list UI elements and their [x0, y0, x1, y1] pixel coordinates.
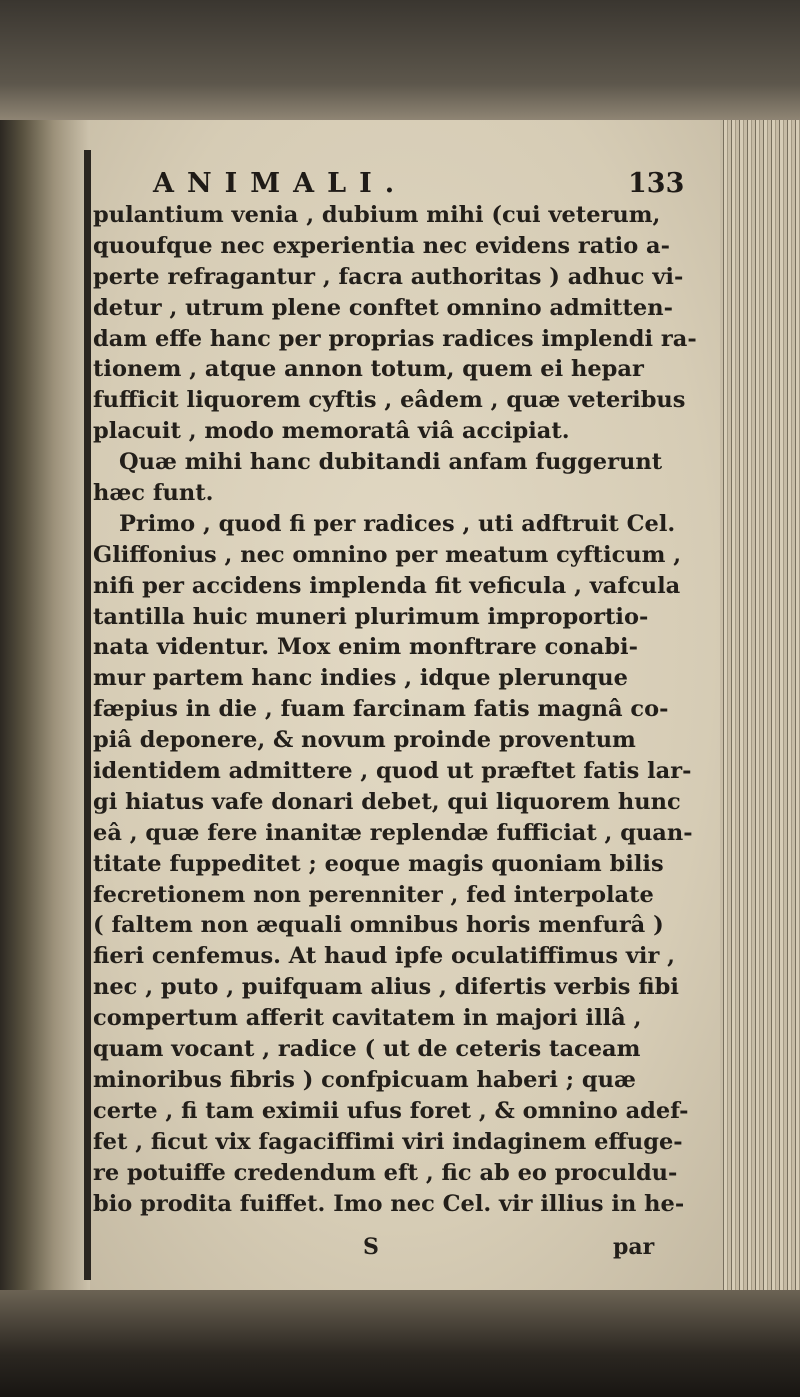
signature-mark: S	[363, 1234, 379, 1260]
top-page-margin	[0, 0, 800, 120]
running-title: ANIMALI.	[153, 168, 408, 199]
text-line: titate fuppeditet ; eoque magis quoniam bilis	[93, 850, 664, 877]
text-line: mur partem hanc indies , idque plerunque	[93, 665, 628, 692]
text-line: compertum afferit cavitatem in majori illâ ,	[93, 1005, 642, 1032]
printed-page	[93, 150, 713, 1280]
text-line: placuit , modo memoratâ viâ accipiat.	[93, 418, 570, 445]
body-text	[93, 200, 703, 1219]
text-line: fet , ficut vix fagaciffimi viri indaginem effuge-	[93, 1128, 683, 1155]
binding-gutter	[0, 120, 90, 1290]
text-line: gi hiatus vafe donari debet, qui liquorem hunc	[93, 788, 681, 815]
text-line: re potuiffe credendum eft , fic ab eo proculdu-	[93, 1159, 678, 1186]
text-line: nifi per accidens implenda fit veficula , vafcula	[93, 572, 681, 599]
text-line: identidem admittere , quod ut præftet fatis lar-	[93, 758, 692, 785]
page-number: 133	[628, 168, 685, 199]
text-line: dam effe hanc per proprias radices implendi ra-	[93, 325, 697, 352]
page-edges	[720, 120, 800, 1290]
text-line: fæpius in die , fuam farcinam fatis magnâ co-	[93, 696, 669, 723]
text-line: Gliffonius , nec omnino per meatum cyfticum ,	[93, 541, 682, 568]
gutter-shadow-line	[84, 150, 91, 1280]
text-line: tionem , atque annon totum, quem ei hepar	[93, 356, 644, 383]
text-line: Quæ mihi hanc dubitandi anfam fuggerunt	[119, 449, 663, 476]
text-line: nata videntur. Mox enim monftrare conabi-	[93, 634, 638, 661]
text-line: certe , fi tam eximii ufus foret , & omnino adef-	[93, 1097, 689, 1124]
bottom-page-edge	[0, 1290, 800, 1397]
text-line: quam vocant , radice ( ut de ceteris taceam	[93, 1036, 641, 1063]
text-line: hæc funt.	[93, 480, 214, 507]
text-line: minoribus fibris ) confpicuam haberi ; quæ	[93, 1066, 636, 1093]
text-line: fecretionem non perenniter , fed interpolate	[93, 881, 654, 908]
text-line: tantilla huic muneri plurimum improportio-	[93, 603, 649, 630]
text-line: perte refragantur , facra authoritas ) adhuc vi-	[93, 263, 684, 290]
text-line: Primo , quod fi per radices , uti adftruit Cel.	[119, 510, 676, 537]
text-line: detur , utrum plene conftet omnino admitten-	[93, 294, 673, 321]
text-line: fufficit liquorem cyftis , eâdem , quæ veteribus	[93, 387, 686, 414]
text-line: piâ deponere, & novum proinde proventum	[93, 727, 636, 754]
text-line: ( faltem non æquali omnibus horis menfurâ )	[93, 912, 664, 939]
text-line: fieri cenfemus. At haud ipfe oculatiffimus vir ,	[93, 943, 675, 970]
page-header	[93, 168, 693, 204]
text-line: quoufque nec experientia nec evidens ratio a-	[93, 232, 670, 259]
text-line: bio prodita fuiffet. Imo nec Cel. vir illius in he-	[93, 1190, 685, 1217]
text-line: eâ , quæ fere inanitæ replendæ fufficiat , quan-	[93, 819, 693, 846]
text-line: pulantium venia , dubium mihi (cui veterum,	[93, 202, 661, 228]
page-footer	[93, 1234, 693, 1264]
text-line: nec , puto , puifquam alius , difertis verbis fibi	[93, 974, 679, 1001]
catchword: par	[613, 1234, 655, 1260]
